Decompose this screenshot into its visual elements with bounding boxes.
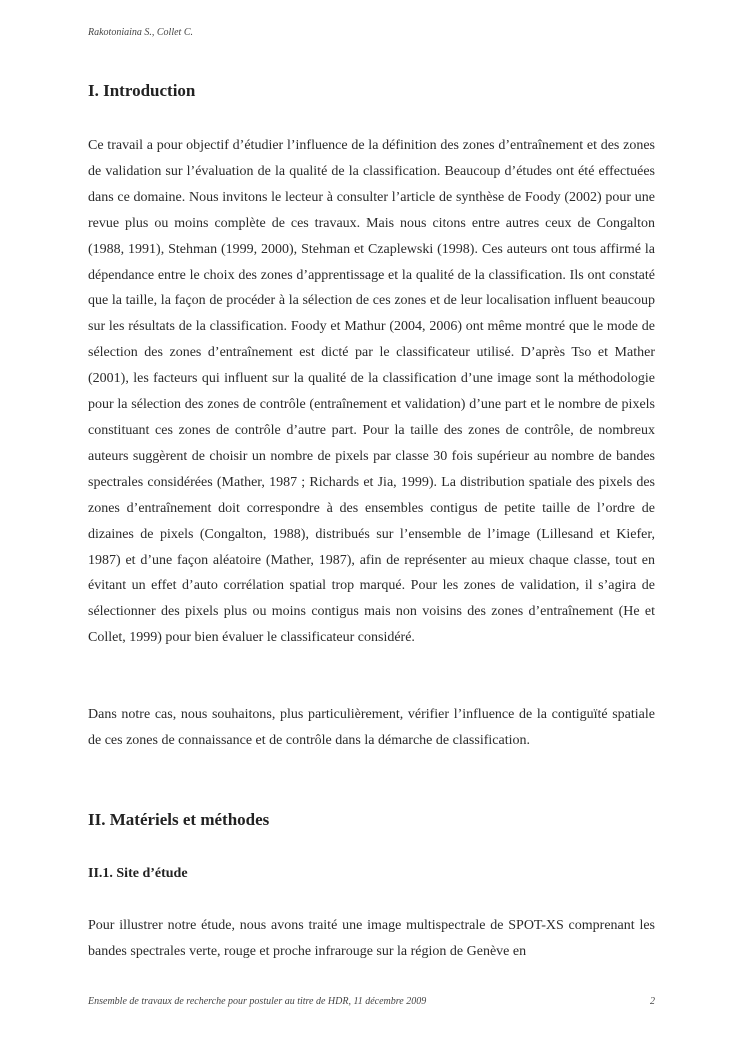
methods-paragraph-1: Pour illustrer notre étude, nous avons traité une image multispectrale de SPOT-XS comprenant les bandes spectrales verte, rouge et proche infrarouge sur la région de Genève en <box>88 918 655 959</box>
introduction-paragraph-1: Ce travail a pour objectif d’étudier l’influence de la définition des zones d’entraînement et des zones de validation sur l’évaluation de la qualité de la classification. Beaucoup d’études ont été effectuées dans ce domaine. Nous invitons le lecteur à consulter l’article de synthèse de Foody (2002) pour une revue plus ou moins complète de ces travaux. Mais nous citons entre autres ceux de Congalton (1988, 1991), Stehman (1999, 2000), Stehman et Czaplewski (1998). Ces auteurs ont tous affirmé la dépendance entre le choix des zones d’apprentissage et la qualité de la classification. Ils ont constaté que la taille, la façon de procéder à la sélection de ces zones et de leur localisation influent beaucoup sur les résultats de la classification. Foody et Mathur (2004, 2006) ont même montré que le mode de sélection des zones d’entraînement est dicté par le classificateur utilisé. D’après Tso et Mather (2001), les facteurs qui influent sur la qualité de la classification d’une image sont la méthodologie pour la sélection des zones de contrôle (entraînement et validation) d’une part et le nombre de pixels constituant ces zones de contrôle d’autre part. Pour la taille des zones de contrôle, de nombreux auteurs suggèrent de choisir un nombre de pixels par classe 30 fois supérieur au nombre de bandes spectrales considérées (Mather, 1987 ; Richards et Jia, 1999). La distribution spatiale des pixels des zones d’entraînement doit correspondre à des ensembles contigus de petite taille de l’ordre de dizaines de pixels (Congalton, 1988), distribués sur l’ensemble de l’image (Lillesand et Kiefer, 1987) et d’une façon aléatoire (Mather, 1987), afin de représenter au mieux chaque classe, tout en évitant un effet d’auto corrélation spatial trop marqué. Pour les zones de validation, il s’agira de sélectionner des pixels plus ou moins contigus mais non voisins des zones d’entraînement (He et Collet, 1999) pour bien évaluer le classificateur considéré. <box>88 138 655 646</box>
running-head: Rakotoniaina S., Collet C. <box>88 27 193 38</box>
introduction-paragraph-2: Dans notre cas, nous souhaitons, plus particulièrement, vérifier l’influence de la contiguïté spatiale de ces zones de connaissance et de contrôle dans la démarche de classification. <box>88 707 655 748</box>
section-title-methods: II. Matériels et méthodes <box>88 810 270 829</box>
page-number: 2 <box>650 996 655 1007</box>
section-title-introduction: I. Introduction <box>88 81 196 100</box>
footer-text: Ensemble de travaux de recherche pour postuler au titre de HDR, 11 décembre 2009 <box>88 996 427 1007</box>
subsection-title-study-site: II.1. Site d’étude <box>88 866 188 881</box>
page-footer <box>88 996 655 1007</box>
